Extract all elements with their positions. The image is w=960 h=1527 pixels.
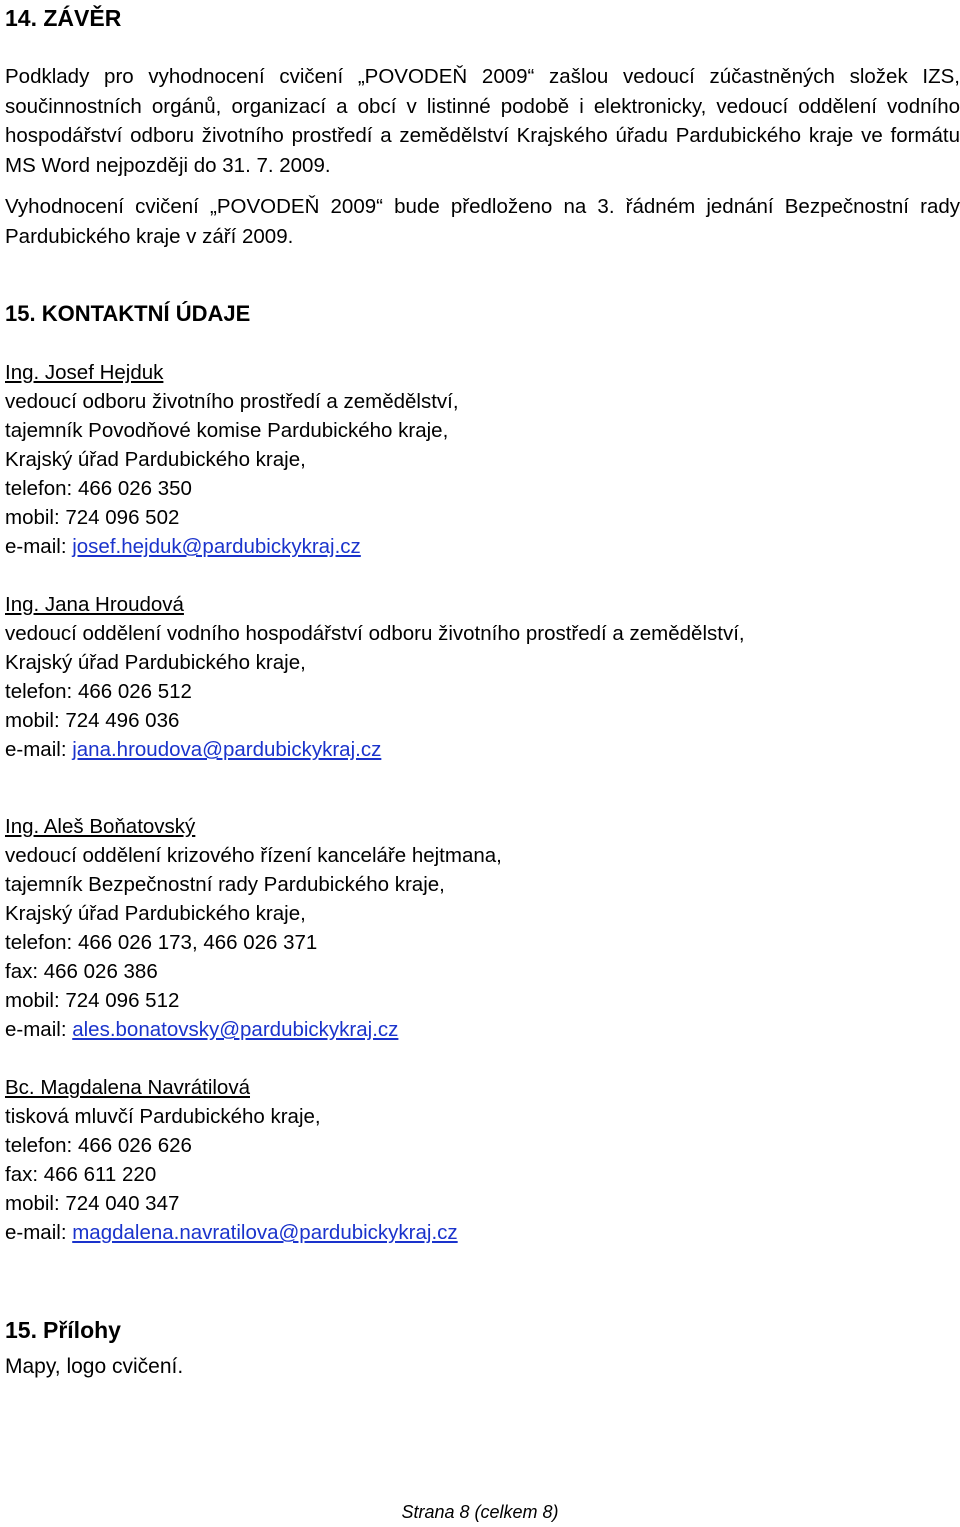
conclusion-paragraph-2: Vyhodnocení cvičení „POVODEŇ 2009“ bude předloženo na 3. řádném jednání Bezpečnostní rady Pardubického kraje v září 2009. (5, 195, 960, 248)
email-label: e-mail: (5, 1018, 73, 1041)
contact-office: Krajský úřad Pardubického kraje, (5, 448, 306, 471)
contact-block (5, 812, 502, 1044)
contact-mobile: mobil: 724 496 036 (5, 709, 180, 732)
contact-phone: telefon: 466 026 350 (5, 477, 192, 500)
contact-phone: telefon: 466 026 512 (5, 680, 192, 703)
heading-attachments (5, 1316, 121, 1344)
heading-attachments-title: Přílohy (43, 1317, 121, 1343)
contact-role: tajemník Povodňové komise Pardubického kraje, (5, 419, 449, 442)
email-link[interactable]: jana.hroudova@pardubickykraj.cz (72, 738, 382, 761)
email-label: e-mail: (5, 1221, 73, 1244)
contact-email-line (5, 1218, 458, 1247)
contact-block (5, 1073, 458, 1247)
contact-name: Ing. Aleš Boňatovský (5, 815, 196, 838)
email-label: e-mail: (5, 738, 73, 761)
contact-mobile: mobil: 724 040 347 (5, 1192, 180, 1215)
contact-phone: telefon: 466 026 173, 466 026 371 (5, 931, 318, 954)
heading-conclusion: 14. ZÁVĚR (5, 5, 122, 31)
contact-block (5, 358, 459, 561)
conclusion-paragraph-1: Podklady pro vyhodnocení cvičení „POVODEŇ 2009“ zašlou vedoucí zúčastněných složek IZS, součinnostních orgánů, organizací a obcí v listinné podobě i elektronicky, vedoucí oddělení vodního hospodářství odboru životního prostředí a zemědělství Krajského úřadu Pardubického kraje ve formátu MS Word nejpozději do 31. 7. 2009. (5, 65, 960, 177)
contact-office: Krajský úřad Pardubického kraje, (5, 902, 306, 925)
contact-mobile: mobil: 724 096 502 (5, 506, 180, 529)
contact-role: vedoucí oddělení krizového řízení kanceláře hejtmana, (5, 844, 502, 867)
page-footer: Strana 8 (celkem 8) (401, 1502, 559, 1522)
contact-role: vedoucí oddělení vodního hospodářství odboru životního prostředí a zemědělství, (5, 622, 745, 645)
email-link[interactable]: ales.bonatovsky@pardubickykraj.cz (72, 1018, 399, 1041)
contact-role: tajemník Bezpečnostní rady Pardubického kraje, (5, 873, 445, 896)
contact-email-line (5, 532, 459, 561)
contact-email-line (5, 735, 745, 764)
email-label: e-mail: (5, 535, 73, 558)
contact-email-line (5, 1015, 502, 1044)
contact-name: Ing. Jana Hroudová (5, 593, 184, 616)
contact-office: Krajský úřad Pardubického kraje, (5, 651, 306, 674)
contact-fax: fax: 466 026 386 (5, 960, 158, 983)
contact-role: vedoucí odboru životního prostředí a zemědělství, (5, 390, 459, 413)
heading-attachments-number: 15. (5, 1317, 37, 1343)
email-link[interactable]: josef.hejduk@pardubickykraj.cz (72, 535, 361, 558)
attachments-text: Mapy, logo cvičení. (5, 1355, 184, 1378)
contact-fax: fax: 466 611 220 (5, 1163, 157, 1186)
email-link[interactable]: magdalena.navratilova@pardubickykraj.cz (72, 1221, 458, 1244)
contact-block (5, 590, 745, 764)
contact-role: tisková mluvčí Pardubického kraje, (5, 1105, 321, 1128)
contact-name: Ing. Josef Hejduk (5, 361, 164, 384)
heading-contacts: 15. KONTAKTNÍ ÚDAJE (5, 301, 251, 326)
contact-phone: telefon: 466 026 626 (5, 1134, 192, 1157)
contact-name: Bc. Magdalena Navrátilová (5, 1076, 250, 1099)
contact-mobile: mobil: 724 096 512 (5, 989, 180, 1012)
